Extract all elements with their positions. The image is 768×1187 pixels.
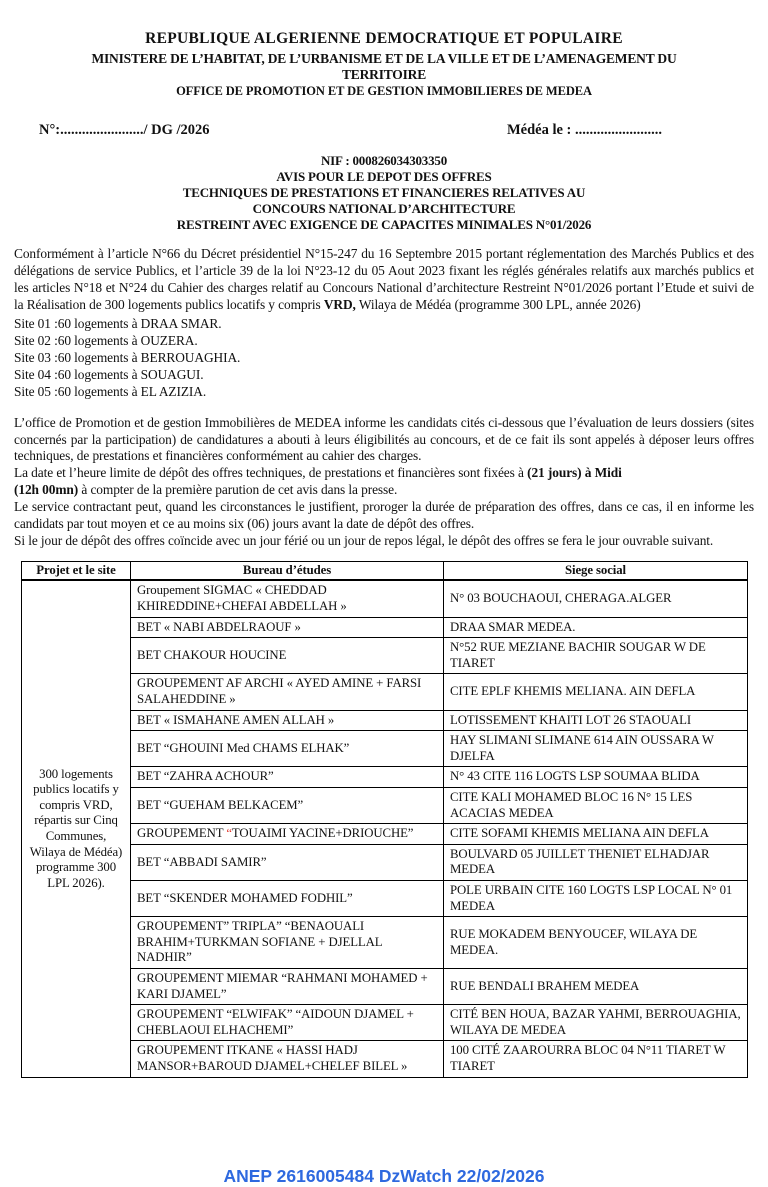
siege-cell: CITE EPLF KHEMIS MELIANA. AIN DEFLA xyxy=(444,674,748,710)
site-line: Site 04 :60 logements à SOUAGUI. xyxy=(14,367,204,383)
table-row xyxy=(22,880,748,916)
col-header-siege: Siege social xyxy=(444,561,748,580)
body-paragraphs xyxy=(14,415,754,550)
republic-title: REPUBLIQUE ALGERIENNE DEMOCRATIQUE ET POPULAIRE xyxy=(145,30,623,47)
notice-title-block xyxy=(14,153,754,233)
siege-cell: RUE BENDALI BRAHEM MEDEA xyxy=(444,968,748,1004)
notice-title-line: AVIS POUR LE DEPOT DES OFFRES xyxy=(276,169,492,184)
text-segment: à compter de la première parution de cet avis dans la presse. xyxy=(78,482,398,498)
text-segment: Le service contractant peut, quand les circonstances le justifient, proroger la durée de préparation des offres, dans ce cas, il en informe les candidats par tout moyen et ce au moins six (06) jours avant la date de dépôt des offres. xyxy=(14,499,754,532)
siege-cell: 100 CITÉ ZAAROURRA BLOC 04 N°11 TIARET W TIARET xyxy=(444,1041,748,1077)
text-segment: Si le jour de dépôt des offres coïncide avec un jour férié ou un jour de repos légal, le dépôt des offres se fera le jour ouvrable suivant. xyxy=(14,532,714,548)
site-line: Site 01 :60 logements à DRAA SMAR. xyxy=(14,315,222,331)
sites-list xyxy=(14,315,754,401)
text-segment: Groupement SIGMAC « CHEDDAD KHIREDDINE+CHEFAI ABDELLAH » xyxy=(137,583,347,614)
text-segment: “ xyxy=(226,826,232,841)
body-paragraph xyxy=(14,499,754,533)
table-row xyxy=(22,674,748,710)
siege-cell: LOTISSEMENT KHAITI LOT 26 STAOUALI xyxy=(444,710,748,731)
text-segment: Wilaya de Médéa (programme 300 LPL, année 2026) xyxy=(355,296,641,312)
project-cell: 300 logements publics locatifs y compris VRD, répartis sur Cinq Communes, Wilaya de Médéa) programme 300 LPL 2026). xyxy=(22,580,131,1077)
bureau-cell xyxy=(131,824,444,845)
notice-title-line: TECHNIQUES DE PRESTATIONS ET FINANCIERES RELATIVES AU xyxy=(182,185,586,200)
reference-line xyxy=(14,122,754,139)
text-segment: GROUPEMENT” TRIPLA” “BENAOUALI BRAHIM+TURKMAN SOFIANE + DJELLAL NADHIR” xyxy=(137,919,383,965)
siege-cell: N°52 RUE MEZIANE BACHIR SOUGAR W DE TIARET xyxy=(444,638,748,674)
text-segment: La date et l’heure limite de dépôt des offres techniques, de prestations et financières sont fixées à xyxy=(14,465,528,481)
text-segment: TOUAIMI YACINE+DRIOUCHE” xyxy=(231,826,414,841)
text-segment: GROUPEMENT ITKANE « HASSI HADJ MANSOR+BAROUD DJAMEL+CHELEF BILEL » xyxy=(137,1043,408,1073)
ministry-title xyxy=(14,51,754,82)
body-paragraph xyxy=(14,465,754,482)
siege-cell: HAY SLIMANI SLIMANE 614 AIN OUSSARA W DJELFA xyxy=(444,731,748,767)
nif-line: NIF : 000826034303350 xyxy=(320,153,448,168)
bureau-cell xyxy=(131,710,444,731)
table-row xyxy=(22,844,748,880)
body-paragraph xyxy=(14,533,754,550)
site-line: Site 02 :60 logements à OUZERA. xyxy=(14,332,198,348)
text-segment: GROUPEMENT AF ARCHI « AYED AMINE + FARSI SALAHEDDINE » xyxy=(137,676,422,707)
bureau-cell xyxy=(131,1005,444,1041)
table-row xyxy=(22,710,748,731)
text-segment: VRD, xyxy=(323,296,356,312)
siege-cell: N° 43 CITE 116 LOGTS LSP SOUMAA BLIDA xyxy=(444,767,748,788)
table-row xyxy=(22,638,748,674)
siege-cell: BOULVARD 05 JUILLET THENIET ELHADJAR MEDEA xyxy=(444,844,748,880)
bureau-cell xyxy=(131,617,444,638)
bureau-cell xyxy=(131,1041,444,1077)
table-row xyxy=(22,580,748,617)
text-segment: BET « ISMAHANE AMEN ALLAH » xyxy=(137,712,335,727)
siege-cell: CITÉ BEN HOUA, BAZAR YAHMI, BERROUAGHIA, WILAYA DE MEDEA xyxy=(444,1005,748,1041)
text-segment: Conformément à l’article N°66 du Décret présidentiel N°15-247 du 16 Septembre 2015 portant réglementation des Marchés Publics et des délégations de service Publics, et l’article 39 de la loi N°23-12 du 05 Aout 2023 fixant les réglés générales relatifs aux marchés publics et les articles N°18 et N°24 du Cahier des charges relatif au Concours National d’architecture Restreint N°01/2026 portant l’Etude et suivi de la Réalisation de 300 logements publics locatifs y compris xyxy=(14,246,754,312)
bureau-cell xyxy=(131,767,444,788)
body-paragraph xyxy=(14,415,754,466)
table-row xyxy=(22,917,748,969)
bureau-cell xyxy=(131,917,444,969)
text-segment: (21 jours) à Midi xyxy=(527,465,622,481)
bureau-cell xyxy=(131,968,444,1004)
anep-footer: ANEP 2616005484 DzWatch 22/02/2026 xyxy=(223,1165,545,1186)
text-segment: L’office de Promotion et de gestion Immobilières de MEDEA informe les candidats cités ci-dessous que l’évaluation de leurs dossiers (sites concernés par la participation) de candidatures a abouti à leurs éligibilités au concours, et de ce fait ils sont appelés à déposer leurs offres techniques, de prestations et financières conformément au cahier des charges. xyxy=(14,414,754,464)
table-row xyxy=(22,788,748,824)
text-segment: BET « NABI ABDELRAOUF » xyxy=(137,619,301,634)
bureau-cell xyxy=(131,844,444,880)
col-header-bureau: Bureau d’études xyxy=(131,561,444,580)
siege-cell: POLE URBAIN CITE 160 LOGTS LSP LOCAL N° 01 MEDEA xyxy=(444,880,748,916)
siege-cell: DRAA SMAR MEDEA. xyxy=(444,617,748,638)
text-segment: BET “GUEHAM BELKACEM” xyxy=(137,797,304,812)
text-segment: BET CHAKOUR HOUCINE xyxy=(137,648,287,663)
text-segment: BET “GHOUINI Med CHAMS ELHAK” xyxy=(137,741,350,756)
notice-title-line: RESTREINT AVEC EXIGENCE DE CAPACITES MINIMALES N°01/2026 xyxy=(176,217,592,232)
site-line: Site 03 :60 logements à BERROUAGHIA. xyxy=(14,350,241,366)
siege-cell: CITE SOFAMI KHEMIS MELIANA AIN DEFLA xyxy=(444,824,748,845)
table-row xyxy=(22,731,748,767)
table-row xyxy=(22,1041,748,1077)
text-segment: (12h 00mn) xyxy=(14,482,79,498)
bureau-cell xyxy=(131,674,444,710)
text-segment: GROUPEMENT MIEMAR “RAHMANI MOHAMED + KARI DJAMEL” xyxy=(137,970,428,1001)
text-segment: BET “ZAHRA ACHOUR” xyxy=(137,769,274,784)
siege-cell: CITE KALI MOHAMED BLOC 16 N° 15 LES ACACIAS MEDEA xyxy=(444,788,748,824)
table-row xyxy=(22,968,748,1004)
table-row xyxy=(22,824,748,845)
place-date: Médéa le : ........................ xyxy=(506,122,662,138)
site-line: Site 05 :60 logements à EL AZIZIA. xyxy=(14,384,207,400)
office-title: OFFICE DE PROMOTION ET DE GESTION IMMOBILIERES DE MEDEA xyxy=(176,84,592,98)
ministry-title-line1: MINISTERE DE L’HABITAT, DE L’URBANISME ET DE LA VILLE ET DE L’AMENAGEMENT DU xyxy=(91,51,677,66)
table-row xyxy=(22,1005,748,1041)
document-number: N°:......................./ DG /2026 xyxy=(39,122,210,138)
bureau-cell xyxy=(131,731,444,767)
bet-table-body xyxy=(22,580,748,1077)
text-segment: GROUPEMENT xyxy=(137,826,227,841)
bureau-cell xyxy=(131,638,444,674)
siege-cell: RUE MOKADEM BENYOUCEF, WILAYA DE MEDEA. xyxy=(444,917,748,969)
bureau-cell xyxy=(131,880,444,916)
ministry-title-line2: TERRITOIRE xyxy=(341,66,427,82)
text-segment: GROUPEMENT “ELWIFAK” “AIDOUN DJAMEL + CHEBLAOUI ELHACHEMI” xyxy=(137,1007,414,1037)
bureau-cell xyxy=(131,580,444,617)
bet-table xyxy=(21,561,748,1078)
bureau-cell xyxy=(131,788,444,824)
table-header-row xyxy=(22,561,748,580)
col-header-projet: Projet et le site xyxy=(22,561,131,580)
notice-title-line: CONCOURS NATIONAL D’ARCHITECTURE xyxy=(252,201,516,216)
intro-paragraph xyxy=(14,246,754,314)
table-row xyxy=(22,767,748,788)
text-segment: BET “SKENDER MOHAMED FODHIL” xyxy=(137,890,353,905)
document-header xyxy=(14,30,754,99)
table-row xyxy=(22,617,748,638)
body-paragraph xyxy=(14,482,754,499)
text-segment: BET “ABBADI SAMIR” xyxy=(137,854,267,869)
siege-cell: N° 03 BOUCHAOUI, CHERAGA.ALGER xyxy=(444,580,748,617)
